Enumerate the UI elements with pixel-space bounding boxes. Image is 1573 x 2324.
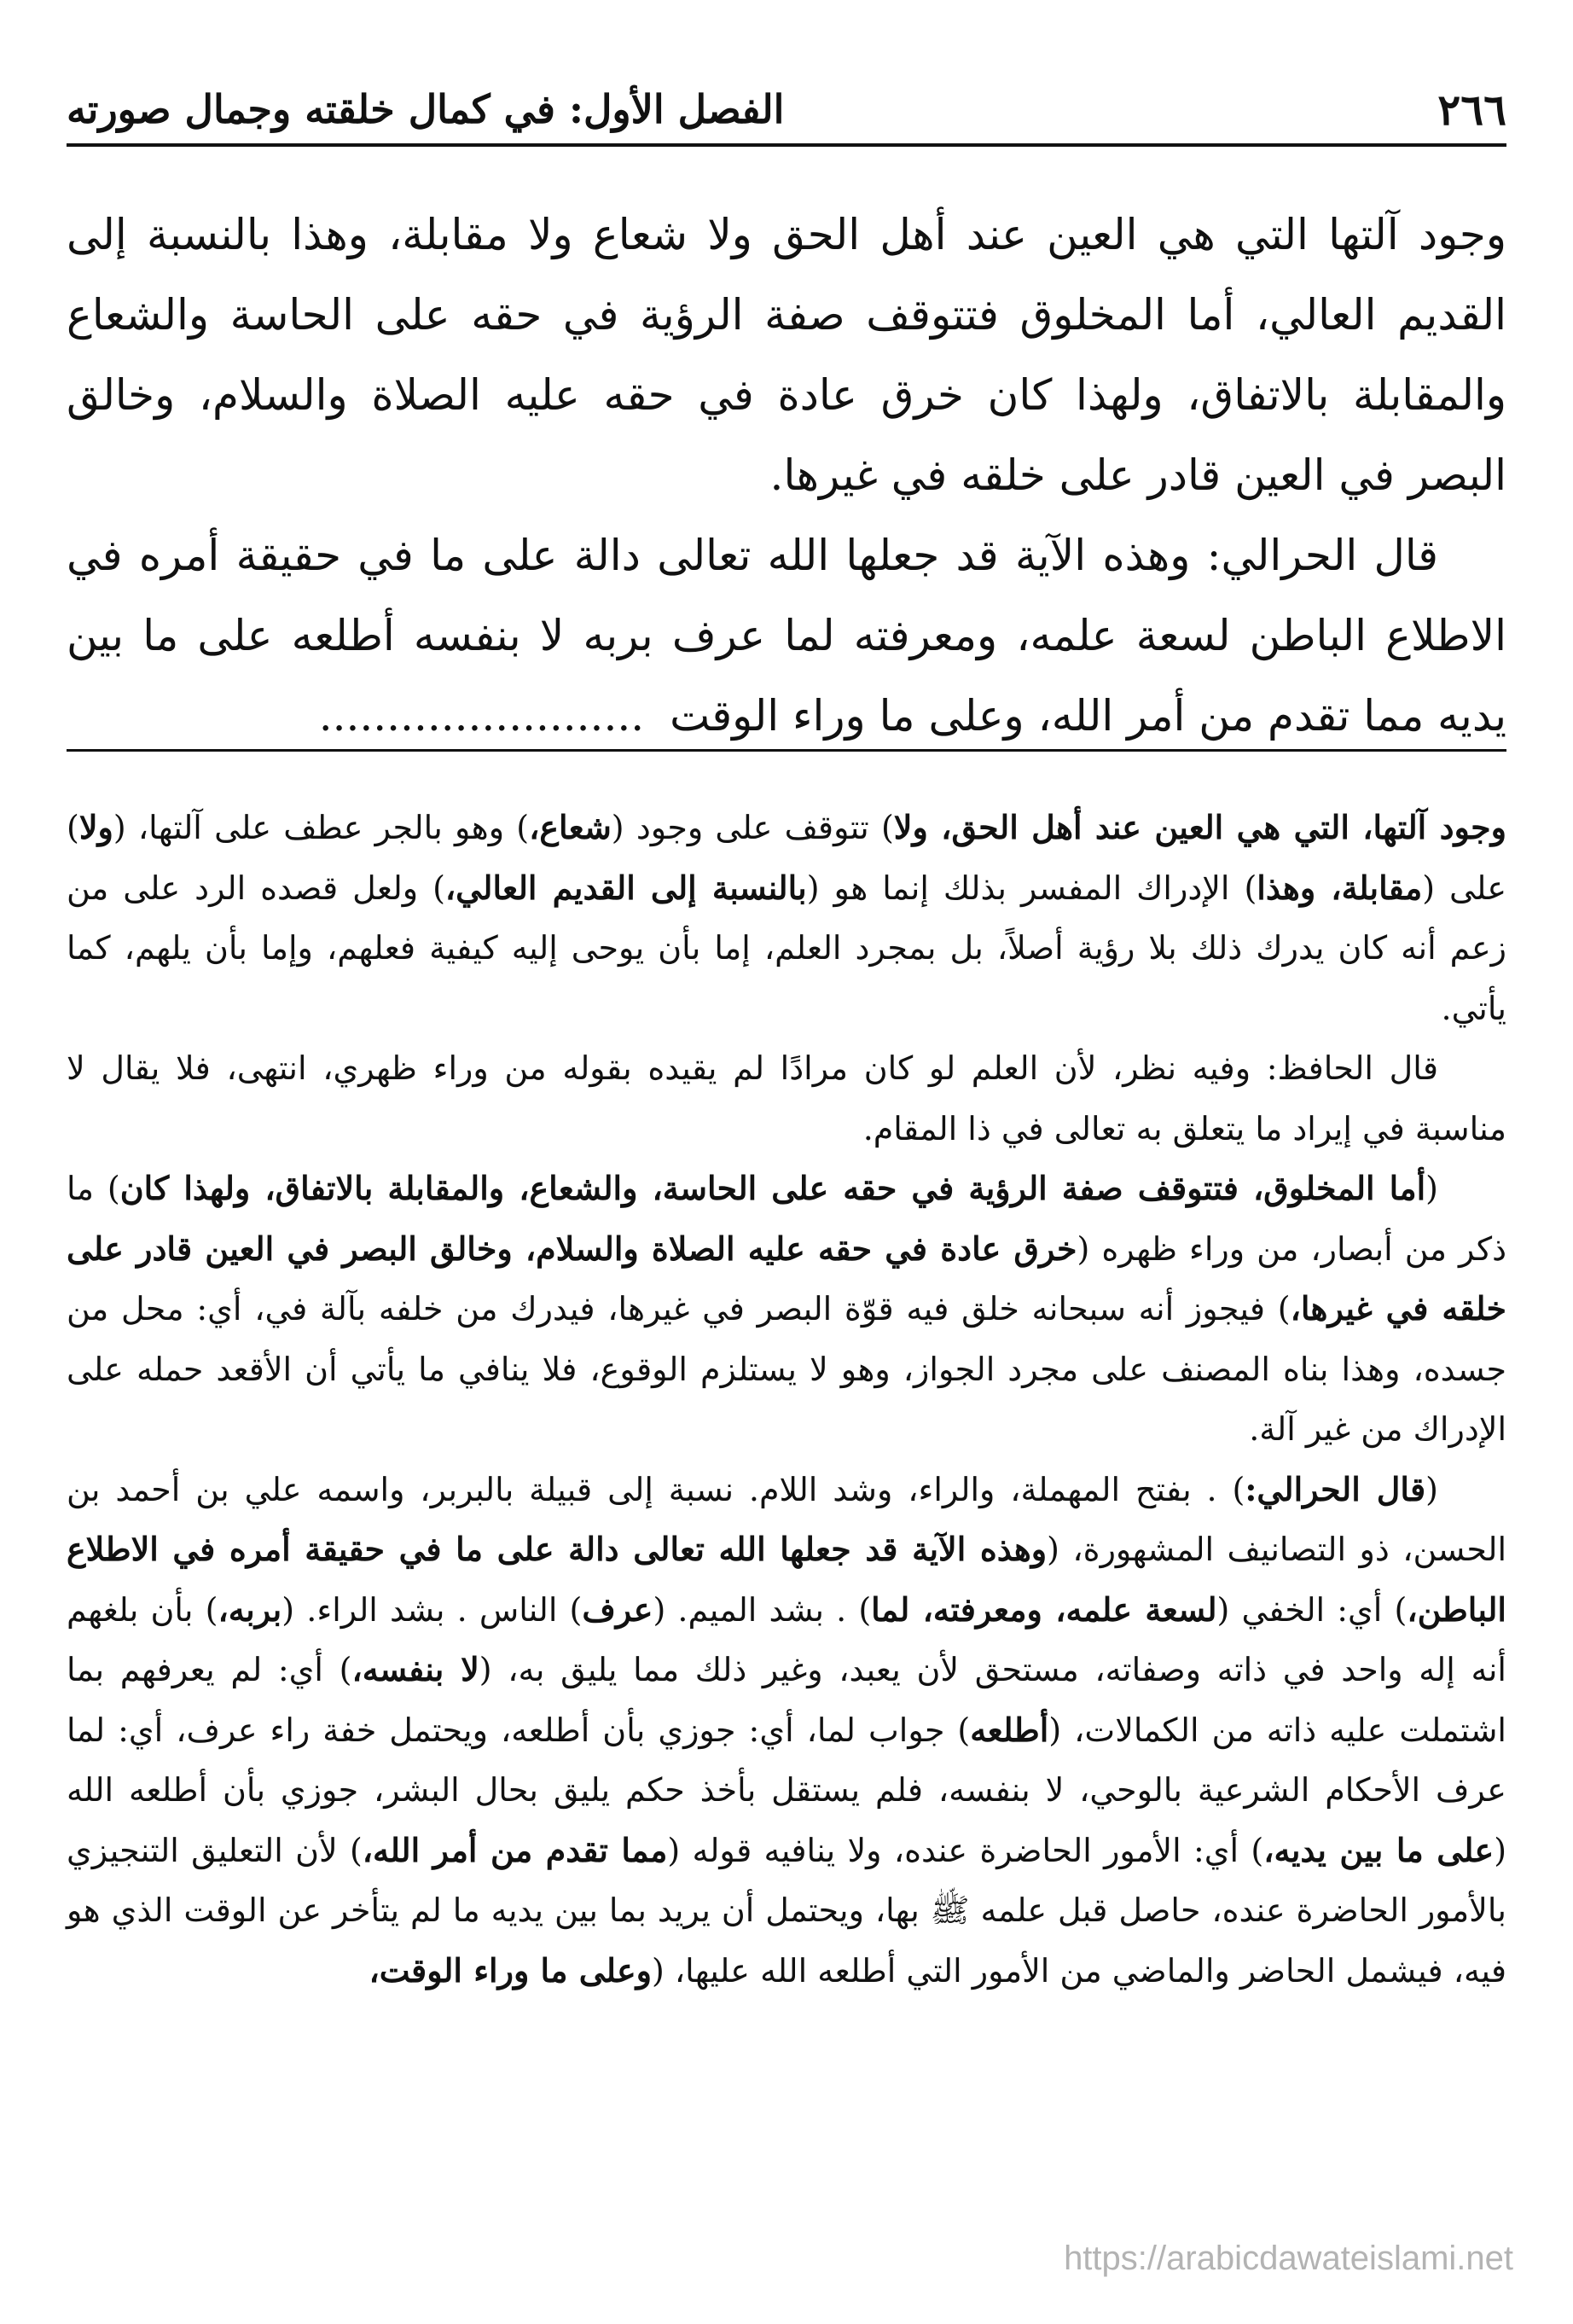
- commentary-text: ) أي: الأمور الحاضرة عنده، ولا ينافيه قوله (: [667, 1831, 1264, 1869]
- main-paragraph: [67, 515, 1506, 756]
- commentary-text: ) . بفتح المهملة، والراء، وشد اللام. نسبة إلى قبيلة بالبربر، واسمه علي بن أحمد بن الحسن، ذو التصانيف المشهورة، (: [67, 1470, 1506, 1568]
- commentary-text: ) الناس . بشد الراء. (: [282, 1590, 583, 1629]
- bold-matn-quote: ولا: [78, 808, 113, 846]
- commentary-text: ) بأن بلغهم أنه إله واحد في ذاته وصفاته، مستحق لأن يعبد، وغير ذلك مما يليق به، (: [67, 1590, 1506, 1688]
- commentary-paragraph: [67, 1460, 1506, 2002]
- commentary-text: ) . بشد الميم. (: [653, 1590, 872, 1629]
- bold-matn-quote: شعاع،: [529, 808, 612, 846]
- commentary-text: ) ولعل قصده الرد على من زعم أنه كان يدرك ذلك بلا رؤية أصلاً، بل بمجرد العلم، إما بأن يوحى إليه كيفية فعلهم، وإما بأن يلهم، كما يأتي.: [67, 869, 1506, 1027]
- commentary-text: ) أي: الخفي (: [1216, 1590, 1408, 1629]
- commentary-text: ) تتوقف على وجود (: [611, 809, 894, 846]
- continuation-dots: ........................: [318, 691, 645, 741]
- commentary-paragraph: [67, 1159, 1506, 1460]
- main-text: [67, 195, 1506, 756]
- watermark: https://arabicdawateislami.net: [1064, 2240, 1513, 2277]
- commentary-text: ) لأن التعليق التنجيزي بالأمور الحاضرة عنده، حاصل قبل علمه ﷺ بها، ويحتمل أن يريد بما بين يديه ما لم يتأخر عن الوقت الذي هو فيه، فيشمل الحاضر والماضي من الأمور التي أطلعه الله عليها، (: [67, 1831, 1506, 1990]
- commentary-text: ) على (: [67, 809, 1506, 907]
- commentary: [67, 798, 1506, 2001]
- commentary-text: (: [1425, 1470, 1438, 1508]
- main-paragraph-text: قال الحرالي: وهذه الآية قد جعلها الله تعالى دالة على ما في حقيقة أمره في الاطلاع الباطن لسعة علمه، ومعرفته لما عرف بربه لا بنفسه أطلعه على ما بين يديه مما تقدم من أمر الله، وعلى ما وراء الوقت: [67, 531, 1506, 741]
- bold-matn-quote: وهذه الآية قد جعلها الله تعالى دالة على ما في حقيقة أمره في الاطلاع الباطن،: [67, 1530, 1506, 1629]
- bold-matn-quote: لسعة علمه، ومعرفته، لما: [871, 1589, 1217, 1629]
- bold-matn-quote: قال الحرالي:: [1245, 1469, 1426, 1508]
- page-number: ٢٦٦: [1437, 84, 1506, 135]
- bold-matn-quote: مقابلة، وهذا: [1257, 868, 1423, 907]
- chapter-title: الفصل الأول: في كمال خلقته وجمال صورته: [67, 86, 785, 132]
- bold-matn-quote: لا بنفسه،: [351, 1650, 479, 1688]
- bold-matn-quote: وجود آلتها، التي هي العين عند أهل الحق، ولا: [893, 808, 1506, 846]
- bold-matn-quote: وعلى ما وراء الوقت،: [369, 1950, 652, 1990]
- commentary-text: ) وهو بالجر عطف على آلتها، (: [113, 809, 530, 846]
- bold-matn-quote: على ما بين يديه،: [1263, 1830, 1495, 1869]
- commentary-text: ) الإدراك المفسر بذلك إنما هو (: [806, 869, 1257, 907]
- bold-matn-quote: عرف: [582, 1589, 653, 1629]
- footnote-separator: [67, 749, 1506, 752]
- bold-matn-quote: مما تقدم من أمر الله،: [362, 1830, 668, 1869]
- commentary-text: ) أي: لم يعرفهم بما اشتملت عليه ذاته من الكمالات، (: [67, 1651, 1506, 1749]
- bold-matn-quote: خرق عادة في حقه عليه الصلاة والسلام، وخالق البصر في العين قادر على خلقه في غيرها،: [67, 1229, 1506, 1328]
- commentary-text: (: [1425, 1170, 1438, 1207]
- bold-matn-quote: بالنسبة إلى القديم العالي،: [444, 868, 807, 907]
- main-paragraph: وجود آلتها التي هي العين عند أهل الحق ولا شعاع ولا مقابلة، وهذا بالنسبة إلى القديم العالي، أما المخلوق فتتوقف صفة الرؤية في حقه على الحاسة والشعاع والمقابلة بالاتفاق، ولهذا كان خرق عادة في حقه عليه الصلاة والسلام، وخالق البصر في العين قادر على خلقه في غيرها.: [67, 210, 1506, 500]
- commentary-text: ) ما ذكر من أبصار، من وراء ظهره (: [67, 1170, 1506, 1268]
- commentary-paragraph: قال الحافظ: وفيه نظر، لأن العلم لو كان مرادًا لم يقيده بقوله من وراء ظهري، انتهى، فلا يقال لا مناسبة في إيراد ما يتعلق به تعالى في ذا المقام.: [67, 1049, 1506, 1147]
- commentary-text: ) فيجوز أنه سبحانه خلق فيه قوّة البصر في غيرها، فيدرك من خلفه بآلة في، أي: محل من جسده، وهذا بناه المصنف على مجرد الجواز، وهو لا يستلزم الوقوع، فلا ينافي ما يأتي أن الأقعد حمله على الإدراك من غير آلة.: [67, 1290, 1506, 1448]
- commentary-text: ) جواب لما، أي: جوزي بأن أطلعه، ويحتمل خفة راء عرف، أي: لما عرف الأحكام الشرعية بالوحي، لا بنفسه، فلم يستقل بأخذ حكم يليق بحال البشر، جوزي بأن أطلعه الله (: [67, 1711, 1507, 1869]
- bold-matn-quote: أطلعه: [970, 1710, 1049, 1749]
- commentary-paragraph: [67, 798, 1506, 1038]
- bold-matn-quote: أما المخلوق، فتتوقف صفة الرؤية في حقه على الحاسة، والشعاع، والمقابلة بالاتفاق، ولهذا كان: [119, 1169, 1426, 1207]
- bold-matn-quote: بربه،: [218, 1589, 282, 1629]
- page-header: [67, 75, 1506, 147]
